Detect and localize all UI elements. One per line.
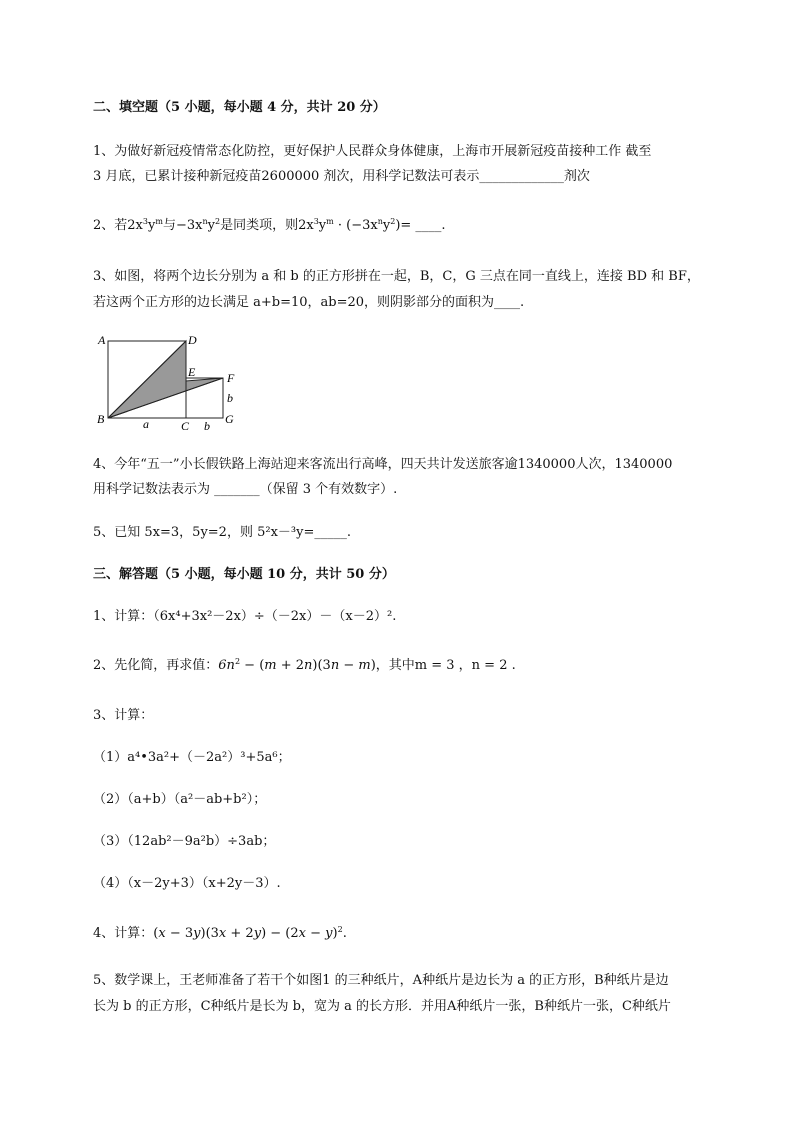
s3-question1: 1、计算：（6x⁴+3x²－2x）÷（－2x）－（x－2）². xyxy=(93,609,397,624)
shaded-region xyxy=(108,341,223,418)
section2-title: 二、填空题（5 小题，每小题 4 分，共计 20 分） xyxy=(93,100,386,115)
s3-question3-part1: （1）a⁴•3a²+（－2a²）³+5a⁶； xyxy=(93,750,291,765)
q2-answer-blank: = ____. xyxy=(400,218,446,233)
label-side-a: a xyxy=(143,417,149,431)
s3-question3-part4: （4）（x－2y+3）（x+2y－3）. xyxy=(93,876,281,891)
s2-question4-line1: 4、今年“五一”小长假铁路上海站迎来客流出行高峰，四天共计发送旅客逾1340000人次，1340000 xyxy=(93,457,673,472)
section3-title: 三、解答题（5 小题，每小题 10 分，共计 50 分） xyxy=(93,567,395,582)
label-b-vertex: B xyxy=(97,412,105,426)
q4-period: . xyxy=(342,926,347,941)
squares-figure xyxy=(92,330,252,432)
s3-question3-part2: （2）（a+b）（a²－ab+b²）； xyxy=(93,792,267,807)
s2-question2: 2、若$2x^3y^m$与$-3x^ny^2$是同类项，则$2x^3y^m \cdot (-3x^ny^2)=$ ____. xyxy=(93,217,446,233)
s3-question3: 3、计算： xyxy=(93,708,154,723)
s3-question2: 2、先化简，再求值：$6n^2 - (m + 2n)(3n - m)$，其中m = 3 ，n = 2 . xyxy=(93,657,516,673)
s2-question1-line1: 1、为做好新冠疫情常态化防控，更好保护人民群众身体健康，上海市开展新冠疫苗接种工作 截至 xyxy=(93,144,652,159)
label-e-vertex: E xyxy=(188,365,196,379)
label-f-vertex: F xyxy=(227,371,235,385)
label-d-vertex: D xyxy=(188,333,197,347)
q2-condition: ，其中m = 3 ，n = 2 . xyxy=(375,658,516,673)
q4-lead: 4、计算： xyxy=(93,926,154,941)
s2-question3-line1: 3、如图，将两个边长分别为 a 和 b 的正方形拼在一起，B，C，G 三点在同一直线上，连接 BD 和 BF， xyxy=(93,269,700,284)
q2-lead: 2、先化简，再求值： xyxy=(93,658,219,673)
label-side-b-bottom: b xyxy=(204,419,210,432)
q2-prefix: 2、若 xyxy=(93,218,128,233)
s3-question5-line1: 5、数学课上，王老师准备了若干个如图1 的三种纸片，A种纸片是边长为 a 的正方形，B种纸片是边 xyxy=(93,973,669,988)
s2-question1-line2: 3 月底，已累计接种新冠疫苗2600000 剂次，用科学记数法可表示_____________剂次 xyxy=(93,169,590,184)
s3-question5-line2: 长为 b 的正方形，C种纸片是长为 b，宽为 a 的长方形．并用A种纸片一张，B种纸片一张，C种纸片 xyxy=(93,999,671,1014)
s3-question3-part3: （3）（12ab²－9a²b）÷3ab； xyxy=(93,834,276,849)
q2-and: 与 xyxy=(162,218,176,233)
s3-question4: 4、计算：$(x - 3y)(3x + 2y) - (2x - y)^2$. xyxy=(93,925,347,941)
label-a-vertex: A xyxy=(98,333,106,347)
label-g-vertex: G xyxy=(225,412,234,426)
s2-question3-line2: 若这两个正方形的边长满足 a+b=10，ab=20，则阴影部分的面积为____. xyxy=(93,295,525,310)
s2-question5: 5、已知 5x=3，5y=2，则 5²x－³y=_____. xyxy=(93,525,351,540)
q2-mid: 是同类项，则 xyxy=(220,218,299,233)
label-c-vertex: C xyxy=(181,419,190,432)
label-side-b-right: b xyxy=(227,391,233,405)
s2-question4-line2: 用科学记数法表示为 _______（保留 3 个有效数字）. xyxy=(93,482,398,497)
